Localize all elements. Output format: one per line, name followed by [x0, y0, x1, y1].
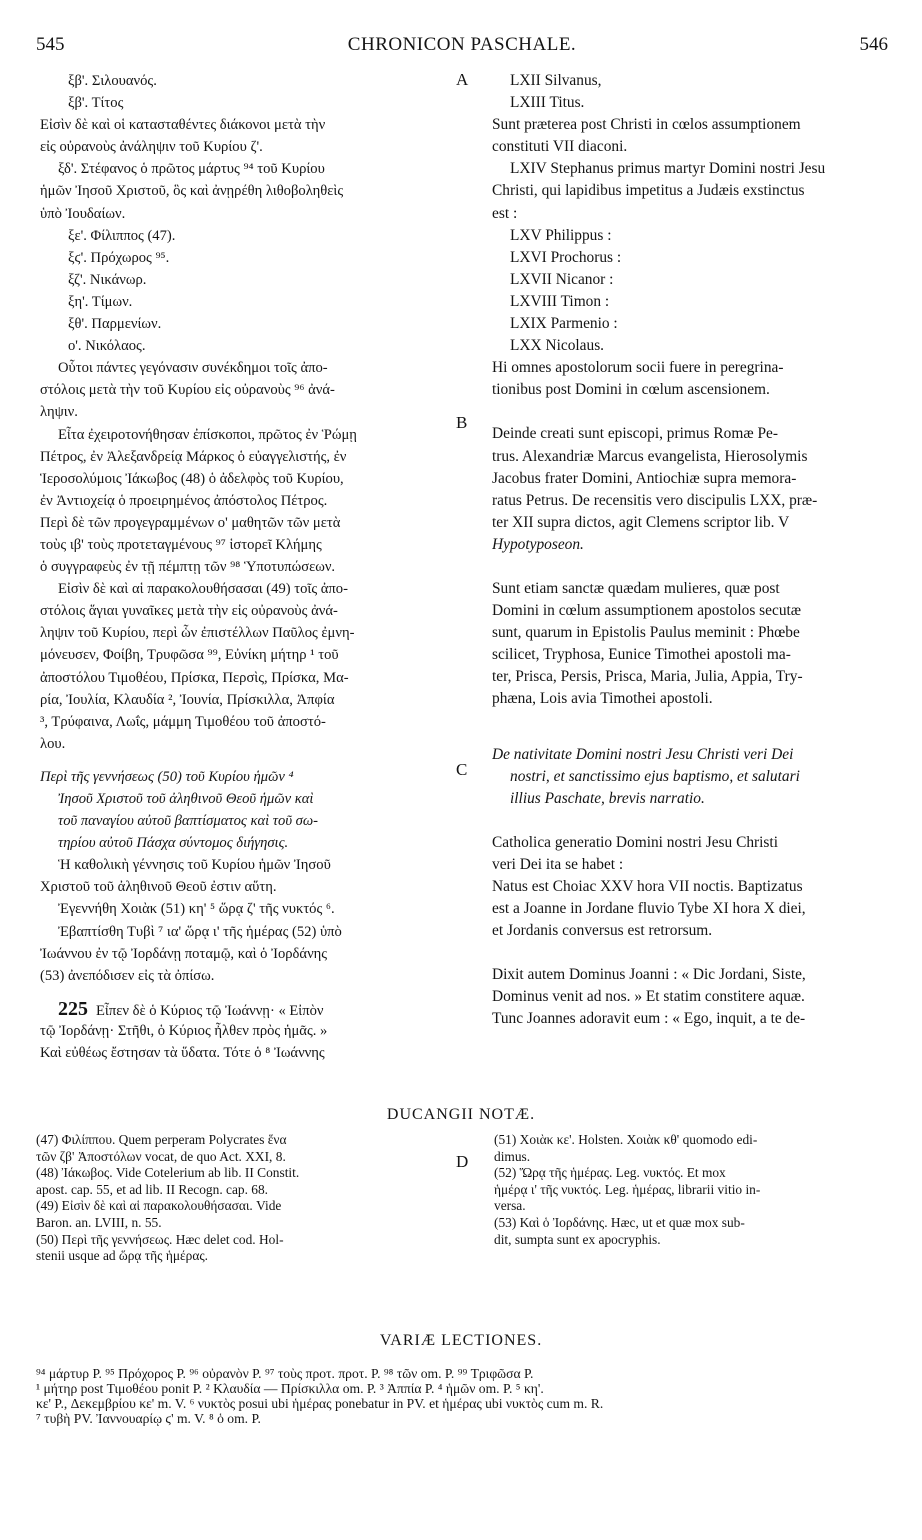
notes-title: DUCANGII NOTÆ.	[386, 1106, 536, 1123]
latin-column	[492, 70, 888, 1031]
greek-line: ξη'. Τίμων.	[68, 293, 133, 310]
latin-line: LXV Philippus :	[510, 226, 612, 244]
latin-line: LXIII Titus.	[510, 94, 585, 112]
latin-line: ratus Petrus. De recensitis vero discipulis LXX, præ-	[492, 491, 818, 509]
greek-line: Πέτρος, ἐν Ἀλεξανδρείᾳ Μάρκος ὁ εὐαγγελιστής, ἐν	[40, 448, 347, 465]
greek-line: ξθ'. Παρμενίων.	[68, 316, 162, 333]
greek-line: ληψιν τοῦ Κυρίου, περὶ ὧν ἐπιστέλλων Παῦλος ἐμνη-	[40, 625, 355, 642]
latin-line: Dixit autem Dominus Joanni : « Dic Jordani, Siste,	[492, 966, 806, 984]
latin-line: Sunt etiam sanctæ quædam mulieres, quæ post	[492, 579, 780, 597]
latin-line: LXVII Nicanor :	[510, 270, 614, 288]
latin-line: LXII Silvanus,	[510, 72, 602, 89]
note-line: apost. cap. 55, et ad lib. II Recogn. cap. 68.	[36, 1181, 269, 1197]
latin-section-heading: De nativitate Domini nostri Jesu Christi veri Dei	[492, 745, 794, 763]
greek-line: ο'. Νικόλαος.	[68, 338, 146, 355]
variant-line: ⁹⁴ μάρτυρ P. ⁹⁵ Πρόχορος P. ⁹⁶ οὐρανὸν P. ⁹⁷ τοὺς προτ. προτ. P. ⁹⁸ τῶν om. P. ⁹⁹ Τριφῶσα P.	[36, 1366, 534, 1381]
greek-line: ὑπὸ Ἰουδαίων.	[40, 205, 126, 222]
greek-line: ληψιν.	[40, 404, 78, 421]
greek-line: Ἐβαπτίσθη Τυβὶ ⁷ ια' ὥρᾳ ι' τῆς ἡμέρας (52) ὑπὸ	[58, 923, 342, 940]
note-line: ἡμέρᾳ ι' τῆς νυκτός. Leg. ἡμέρας, librarii vitio in-	[494, 1181, 761, 1197]
greek-line: ³, Τρύφαινα, Λωΐς, μάμμη Τιμοθέου τοῦ ἀποστό-	[40, 713, 326, 730]
note-line: (49) Εἰσὶν δὲ καὶ αἱ παρακολουθήσασαι. Vide	[36, 1198, 282, 1214]
note-line: stenii usque ad ὥρᾳ τῆς ἡμέρας.	[36, 1248, 208, 1264]
greek-section-heading: Περὶ τῆς γεννήσεως (50) τοῦ Κυρίου ἡμῶν ⁴	[40, 768, 294, 785]
greek-line: λου.	[40, 735, 66, 752]
greek-line: Καὶ εὐθέως ἔστησαν τὰ ὕδατα. Τότε ὁ ⁸ Ἰωάννης	[40, 1045, 325, 1062]
latin-line: phæna, Lois avia Timothei apostoli.	[492, 690, 713, 708]
note-line: τῶν ζβ' Ἀποστόλων vocat, de quo Act. XXI, 8.	[36, 1148, 286, 1164]
note-line: dit, sumpta sunt ex apocryphis.	[494, 1231, 661, 1247]
greek-section-heading: Ἰησοῦ Χριστοῦ τοῦ ἀληθινοῦ Θεοῦ ἡμῶν καὶ	[58, 791, 314, 807]
note-line: (51) Χοιὰκ κε'. Holsten. Χοιὰκ κθ' quomodo edi-	[494, 1132, 758, 1147]
note-line: Baron. an. LVIII, n. 55.	[36, 1214, 162, 1230]
greek-line: ξε'. Φίλιππος (47).	[68, 227, 176, 244]
latin-line: Christi, qui lapidibus impetitus a Judæis exstinctus	[492, 182, 805, 200]
greek-line: Χριστοῦ τοῦ ἀληθινοῦ Θεοῦ ἐστιν αὕτη.	[40, 879, 277, 896]
greek-line: Ἰωάννου ἐν τῷ Ἰορδάνῃ ποταμῷ, καὶ ὁ Ἰορδάνης	[40, 945, 328, 962]
section-number: 225	[58, 997, 88, 1020]
note-line: (52) Ὥρᾳ τῆς ἡμέρας. Leg. νυκτός. Et mox	[494, 1165, 726, 1181]
running-header	[36, 34, 888, 58]
page-number-left: 545	[36, 34, 65, 55]
greek-line: ἀποστόλου Τιμοθέου, Πρίσκα, Περσὶς, Πρίσκα, Μα-	[40, 669, 349, 686]
greek-line: Ἐγεννήθη Χοιὰκ (51) κη' ⁵ ὥρᾳ ζ' τῆς νυκτός ⁶.	[58, 901, 335, 918]
latin-line: Catholica generatio Domini nostri Jesu Christi	[492, 833, 778, 851]
greek-line: ξζ'. Νικάνωρ.	[68, 271, 147, 288]
notes-left-column	[36, 1132, 456, 1265]
latin-line: tionibus post Domini in cœlum ascensionem.	[492, 381, 770, 399]
greek-line: Ἡ καθολικὴ γέννησις τοῦ Κυρίου ἡμῶν Ἰησοῦ	[58, 857, 331, 874]
variae-lectiones-title: VARIÆ LECTIONES.	[379, 1332, 543, 1349]
greek-line: τῷ Ἰορδάνῃ· Στῆθι, ὁ Κύριος ἦλθεν πρὸς ἡμᾶς. »	[40, 1022, 328, 1039]
latin-line: LXX Nicolaus.	[510, 337, 605, 355]
latin-line: LXVIII Timon :	[510, 292, 610, 310]
latin-line: sunt, quarum in Epistolis Paulus meminit : Phœbe	[492, 624, 800, 642]
latin-line: LXVI Prochorus :	[510, 248, 622, 266]
notes-right-column	[494, 1132, 892, 1248]
latin-line: Hi omnes apostolorum socii fuere in peregrina-	[492, 359, 784, 377]
margin-letter-c: C	[456, 760, 468, 779]
note-line: (48) Ἰάκωβος. Vide Cotelerium ab lib. II Constit.	[36, 1165, 300, 1181]
latin-line: trus. Alexandriæ Marcus evangelista, Hierosolymis	[492, 447, 808, 465]
latin-line: Jacobus frater Domini, Antiochiæ supra memora-	[492, 469, 797, 487]
greek-line: ὁ συγγραφεὺς ἐν τῇ πέμπτῃ τῶν ⁹⁸ Ὑποτυπώσεων.	[40, 559, 336, 576]
margin-letter-b: B	[456, 413, 468, 432]
latin-line: Domini in cœlum assumptionem apostolos secutæ	[492, 602, 802, 620]
greek-column	[40, 70, 450, 1064]
greek-line: ξδ'. Στέφανος ὁ πρῶτος μάρτυς ⁹⁴ τοῦ Κυρίου	[58, 161, 325, 178]
latin-line: veri Dei ita se habet :	[492, 855, 624, 873]
latin-line: LXIV Stephanus primus martyr Domini nostri Jesu	[510, 160, 826, 178]
greek-line: ξβ'. Σιλουανός.	[68, 73, 157, 89]
margin-letter-d: D	[456, 1152, 469, 1171]
note-line: (53) Καὶ ὁ Ἰορδάνης. Hæc, ut et quæ mox sub-	[494, 1214, 745, 1230]
greek-line: ρία, Ἰουλία, Κλαυδία ², Ἰουνία, Πρίσκιλλα, Ἀπφία	[40, 691, 335, 708]
variant-line: ⁷ τυβὴ PV. Ἰαννουαρίῳ ϛ' m. V. ⁸ ὁ om. P.	[36, 1411, 261, 1426]
greek-line: εἰς οὐρανοὺς ἀνάληψιν τοῦ Κυρίου ζ'.	[40, 139, 263, 156]
greek-line: Εἰσὶν δὲ καὶ οἱ κατασταθέντες διάκονοι μετὰ τὴν	[40, 117, 326, 134]
latin-line: est a Joanne in Jordane fluvio Tybe XI hora X diei,	[492, 900, 806, 918]
note-line: (47) Φιλίππου. Quem perperam Polycrates ἕνα	[36, 1132, 287, 1147]
latin-line: constituti VII diaconi.	[492, 138, 628, 156]
latin-line: LXIX Parmenio :	[510, 315, 618, 333]
greek-line: Περὶ δὲ τῶν προγεγραμμένων ο' μαθητῶν τῶν μετὰ	[40, 514, 341, 531]
greek-section-heading: τοῦ παναγίου αὐτοῦ βαπτίσματος καὶ τοῦ σω-	[58, 813, 319, 830]
latin-line: Deinde creati sunt episcopi, primus Romæ Pe-	[492, 425, 778, 443]
latin-line: est :	[492, 204, 518, 222]
greek-line: μόνευσεν, Φοίβη, Τρυφῶσα ⁹⁹, Εὐνίκη μήτηρ ¹ τοῦ	[40, 647, 339, 664]
margin-letter-a: A	[456, 70, 469, 89]
latin-line: Dominus venit ad nos. » Et statim constitere aquæ.	[492, 988, 805, 1006]
latin-line: Natus est Choiac XXV hora VII noctis. Baptizatus	[492, 878, 803, 895]
latin-line: ter XII supra dictos, agit Clemens scriptor lib. V	[492, 513, 790, 531]
greek-line: Εἰσὶν δὲ καὶ αἱ παρακολουθήσασαι (49) τοῖς ἀπο-	[58, 581, 348, 598]
greek-line: (53) ἀνεπόδισεν εἰς τὰ ὀπίσω.	[40, 967, 215, 984]
greek-line: ξϛ'. Πρόχωρος ⁹⁵.	[68, 249, 170, 266]
latin-section-heading: illius Paschate, brevis narratio.	[510, 789, 705, 807]
note-line: versa.	[494, 1198, 526, 1214]
page-number-right: 546	[859, 34, 888, 55]
latin-line: Tunc Joannes adoravit eum : « Ego, inquit, a te de-	[492, 1010, 806, 1028]
running-title: CHRONICON PASCHALE.	[347, 34, 577, 55]
greek-section-heading: τηρίου αὐτοῦ Πάσχα σύντομος διήγησις.	[58, 835, 289, 852]
variant-line: ¹ μήτηρ post Τιμοθέου ponit P. ² Κλαυδία — Πρίσκιλλα om. P. ³ Ἀππία P. ⁴ ἡμῶν om. P. ⁵ κη'.	[36, 1381, 544, 1396]
latin-line: ter, Prisca, Persis, Prisca, Maria, Julia, Appia, Try-	[492, 668, 803, 686]
note-line: dimus.	[494, 1148, 531, 1164]
latin-line: et Jordanis conversus est retrorsum.	[492, 922, 713, 940]
latin-line: Sunt præterea post Christi in cœlos assumptionem	[492, 116, 801, 134]
variae-lectiones	[36, 1366, 892, 1426]
latin-section-heading: nostri, et sanctissimo ejus baptismo, et salutari	[510, 767, 800, 785]
greek-line: Εἶτα ἐχειροτονήθησαν ἐπίσκοποι, πρῶτος ἐν Ῥώμῃ	[58, 426, 357, 443]
greek-line: ἐν Ἀντιοχείᾳ ὁ προειρημένος ἀπόστολος Πέτρος.	[40, 492, 328, 509]
latin-line: scilicet, Tryphosa, Eunice Timothei apostoli ma-	[492, 646, 791, 664]
greek-line: Ἱεροσολύμοις Ἰάκωβος (48) ὁ ἀδελφὸς τοῦ Κυρίου,	[40, 470, 344, 487]
variant-line: κε' P., Δεκεμβρίου κε' m. V. ⁶ νυκτὸς posui ubi ἡμέρας ponebatur in PV. et ἡμέρας ubi νυκτὸς cum m. R.	[36, 1396, 604, 1411]
greek-line: ἡμῶν Ἰησοῦ Χριστοῦ, ὃς καὶ ἀνῃρέθη λιθοβοληθεὶς	[40, 183, 344, 200]
greek-line: στόλοις ἅγιαι γυναῖκες μετὰ τὴν εἰς οὐρανοὺς ἀνά-	[40, 603, 338, 620]
greek-line: ξβ'. Τίτος	[68, 95, 124, 112]
latin-line: Hypotyposeon.	[492, 535, 584, 553]
greek-line: Οὗτοι πάντες γεγόνασιν συνέκδημοι τοῖς ἀπο-	[58, 360, 328, 377]
greek-line: τοὺς ιβ' τοὺς προτεταγμένους ⁹⁷ ἱστορεῖ Κλήμης	[40, 536, 322, 553]
note-line: (50) Περὶ τῆς γεννήσεως. Hæc delet cod. Hol-	[36, 1231, 284, 1247]
greek-line: 225 Εἶπεν δὲ ὁ Κύριος τῷ Ἰωάννῃ· « Εἰπὸν	[58, 997, 324, 1020]
greek-line: στόλοις μετὰ τὴν τοῦ Κυρίου εἰς οὐρανοὺς ⁹⁶ ἀνά-	[40, 382, 335, 399]
